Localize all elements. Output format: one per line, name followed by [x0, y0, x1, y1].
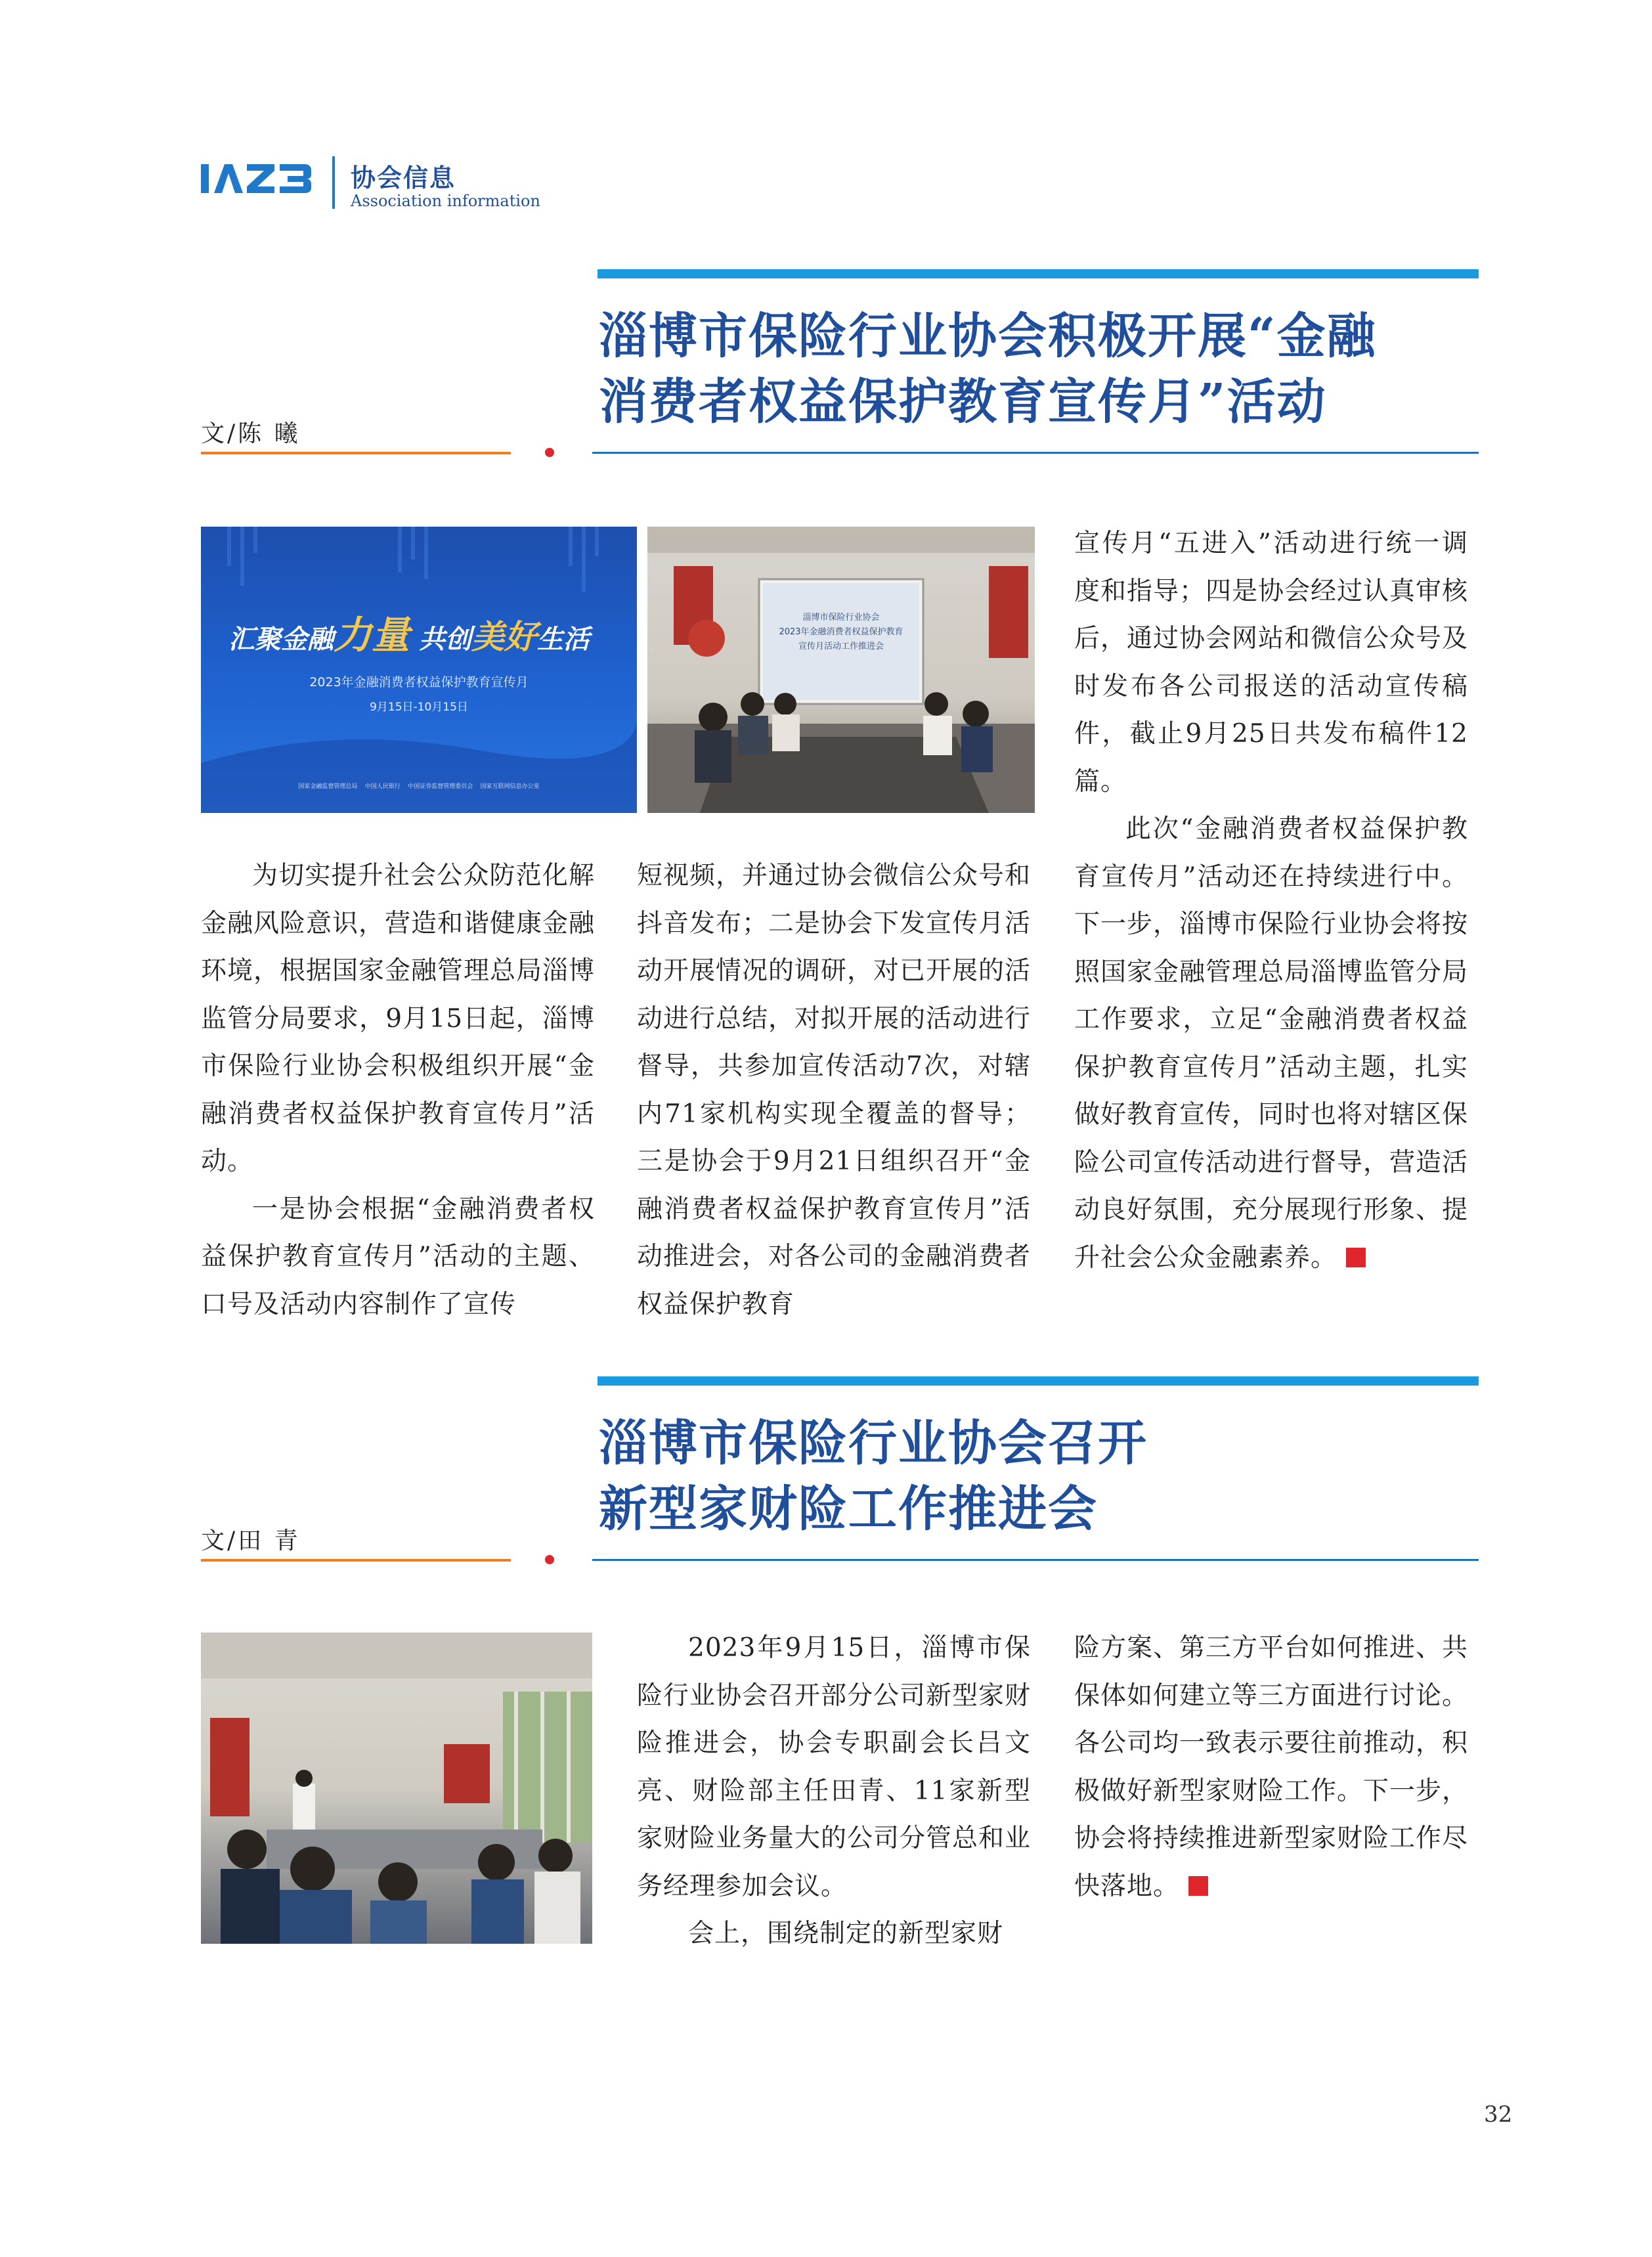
poster-headline-c: 共创	[418, 625, 471, 655]
poster-headline-d: 美好	[471, 618, 537, 656]
end-mark-icon	[1346, 1248, 1366, 1267]
poster-headline-e: 生活	[536, 625, 590, 655]
page-number: 32	[1484, 2101, 1513, 2128]
conference-photo	[201, 1632, 592, 1944]
meeting-scene	[647, 527, 1035, 813]
poster-dates: 9月15日-10月15日	[370, 701, 468, 714]
article1-column1	[201, 852, 595, 1328]
article1-col1-paragraph1: 为切实提升社会公众防范化解金融风险意识，营造和谐健康金融环境，根据国家金融管理总局淄博监管分局要求，9月15日起，淄博市保险行业协会积极组织开展“金融消费者权益保护教育宣传月”活动。	[201, 861, 596, 1176]
article2-col3-paragraph1: 险方案、第三方平台如何推进、共保体如何建立等三方面进行讨论。各公司均一致表示要往前推动，积极做好新型家财险工作。下一步，协会将持续推进新型家财险工作尽快落地。	[1074, 1633, 1469, 1901]
poster-headline-b: 力量	[334, 613, 410, 657]
article2-red-dot	[545, 1555, 554, 1564]
poster-subtitle: 2023年金融消费者权益保护教育宣传月	[309, 675, 529, 690]
article2-title	[599, 1411, 1479, 1542]
article2-byline: 文/田 青	[201, 1527, 301, 1554]
conference-scene	[201, 1632, 592, 1944]
section-title: 协会信息	[351, 163, 456, 192]
article1-title-line1: 淄博市保险行业协会积极开展“金融	[599, 308, 1377, 364]
article1-col3-paragraph2: 此次“金融消费者权益保护教育宣传月”活动还在持续进行中。下一步，淄博市保险行业协会将按照国家金融管理总局淄博监管分局工作要求，立足“金融消费者权益保护教育宣传月”活动主题，扎实做好教育宣传，同时也将对辖区保险公司宣传活动进行督导，营造活动良好氛围，充分展现行形象、提升社会公众金融素养。	[1074, 814, 1469, 1273]
article2-column2	[637, 1625, 1031, 1958]
article1-title-line2: 消费者权益保护教育宣传月”活动	[599, 374, 1327, 430]
article2-col2-paragraph1: 2023年9月15日，淄博市保险行业协会召开部分公司新型家财险推进会，协会专职副会长吕文亮、财险部主任田青、11家新型家财险业务量大的公司分管总和业务经理参加会议。	[637, 1633, 1032, 1901]
poster-headline-a: 汇聚金融	[228, 625, 334, 655]
article2-title-line1: 淄博市保险行业协会召开	[599, 1415, 1148, 1472]
header-divider	[332, 156, 335, 209]
article1-byline: 文/陈 曦	[201, 420, 301, 447]
article2-column3	[1074, 1625, 1468, 1910]
article1-top-bar	[598, 269, 1479, 278]
section-subtitle: Association information	[351, 192, 540, 210]
article2-title-line2: 新型家财险工作推进会	[599, 1481, 1098, 1537]
screen-text-line1: 淄博市保险行业协会	[802, 613, 880, 623]
article1-column2	[637, 852, 1031, 1328]
article1-col2-paragraph1: 短视频，并通过协会微信公众号和抖音发布；二是协会下发宣传月活动开展情况的调研，对已开展的活动进行总结，对拟开展的活动进行督导，共参加宣传活动7次，对辖内71家机构实现全覆盖的督导；三是协会于9月21日组织召开“金融消费者权益保护教育宣传月”活动推进会，对各公司的金融消费者权益保护教育	[637, 861, 1032, 1319]
poster-footer: 国家金融监督管理总局 中国人民银行 中国证券监督管理委员会 国家互联网信息办公室	[298, 783, 540, 790]
screen-text-line2: 2023年金融消费者权益保护教育	[779, 627, 903, 637]
article1-orange-rule	[201, 452, 511, 454]
article2-col2-paragraph2: 会上，围绕制定的新型家财	[688, 1919, 1004, 1948]
iazb-logo	[201, 158, 313, 197]
screen-text-line3: 宣传月活动工作推进会	[798, 642, 884, 651]
article1-red-dot	[545, 448, 554, 457]
article1-column3	[1074, 520, 1468, 1282]
article2-top-bar	[598, 1376, 1479, 1386]
article2-orange-rule	[201, 1559, 511, 1562]
poster-image	[201, 527, 637, 813]
article1-title	[599, 303, 1479, 435]
article2-blue-rule	[592, 1559, 1479, 1561]
end-mark-icon	[1188, 1876, 1208, 1896]
article1-col1-paragraph2: 一是协会根据“金融消费者权益保护教育宣传月”活动的主题、口号及活动内容制作了宣传	[201, 1194, 595, 1319]
article1-blue-rule	[592, 452, 1479, 454]
meeting-photo	[647, 527, 1035, 813]
poster-pattern	[201, 527, 637, 813]
article1-col3-paragraph1: 宣传月“五进入”活动进行统一调度和指导；四是协会经过认真审核后，通过协会网站和微信公众号及时发布各公司报送的活动宣传稿件，截止9月25日共发布稿件12篇。	[1074, 529, 1469, 797]
